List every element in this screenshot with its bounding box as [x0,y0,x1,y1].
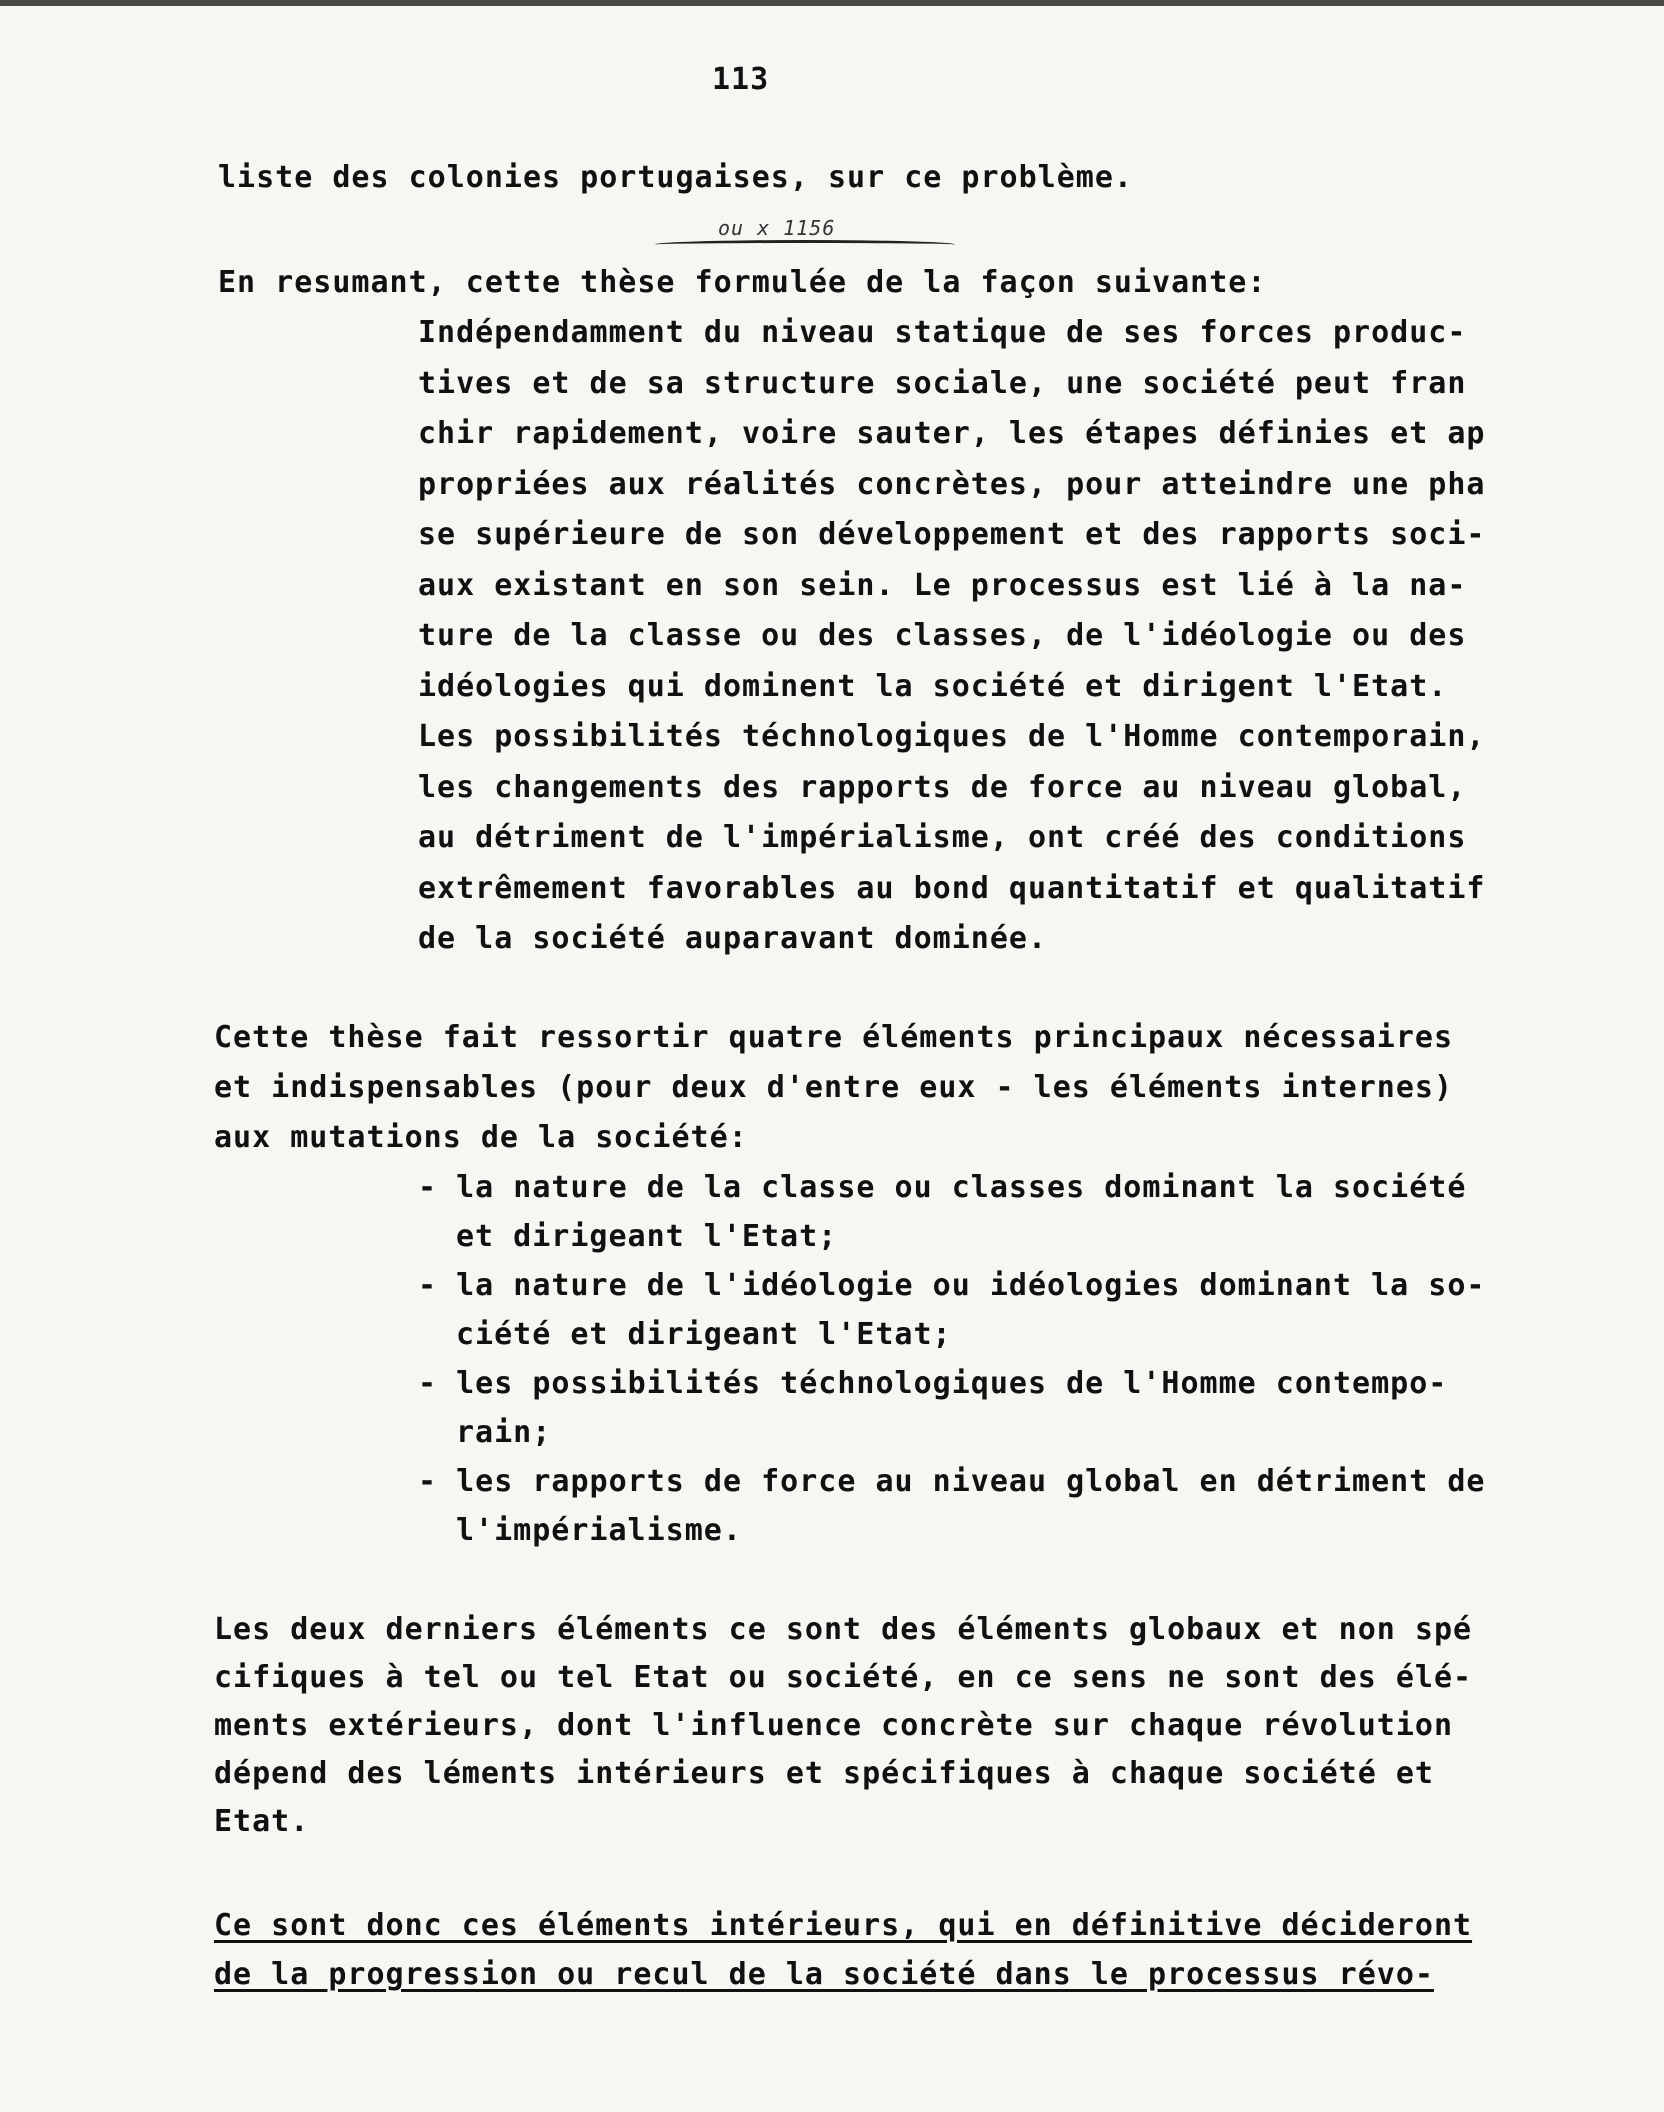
text-line: propriées aux réalités concrètes, pour atteindre une pha [418,467,1486,502]
text-line: ture de la classe ou des classes, de l'idéologie ou des [418,618,1467,653]
list-item: - les rapports de force au niveau global en détriment de [418,1464,1486,1499]
text-line: tives et de sa structure sociale, une société peut fran [418,366,1467,401]
text-line: de la société auparavant dominée. [418,921,1048,956]
text-line: idéologies qui dominent la société et dirigent l'Etat. [418,669,1448,704]
text-line: Les deux derniers éléments ce sont des éléments globaux et non spé [214,1612,1473,1647]
list-item-continuation: ciété et dirigeant l'Etat; [456,1317,952,1352]
text-line: Indépendamment du niveau statique de ses forces produc- [418,315,1467,350]
text-line: dépend des léments intérieurs et spécifiques à chaque société et [214,1756,1434,1791]
text-line: aux mutations de la société: [214,1120,748,1155]
text-line: aux existant en son sein. Le processus est lié à la na- [418,568,1467,603]
text-line: cifiques à tel ou tel Etat ou société, en ce sens ne sont des élé- [214,1660,1473,1695]
text-line: et indispensables (pour deux d'entre eux - les éléments internes) [214,1070,1453,1105]
text-line: En resumant, cette thèse formulée de la façon suivante: [218,265,1267,300]
text-line: ments extérieurs, dont l'influence concrète sur chaque révolution [214,1708,1453,1743]
handwritten-annotation: ou x 1156 [718,216,836,240]
text-line: se supérieure de son développement et des rapports soci- [418,517,1486,552]
page-number: 113 [712,62,770,97]
list-item-continuation: rain; [456,1415,552,1450]
text-line: Les possibilités téchnologiques de l'Homme contemporain, [418,719,1486,754]
text-line: les changements des rapports de force au niveau global, [418,770,1467,805]
underlined-text-line: Ce sont donc ces éléments intérieurs, qui en définitive décideront [214,1908,1473,1943]
scan-top-edge [0,0,1664,6]
text-line: au détriment de l'impérialisme, ont créé des conditions [418,820,1467,855]
text-line: liste des colonies portugaises, sur ce problème. [218,160,1133,195]
text-line: Etat. [214,1804,310,1839]
list-item-continuation: et dirigeant l'Etat; [456,1219,838,1254]
list-item: - la nature de la classe ou classes dominant la société [418,1170,1467,1205]
text-line: extrêmement favorables au bond quantitatif et qualitatif [418,871,1486,906]
annotation-stroke [655,240,955,249]
list-item: - la nature de l'idéologie ou idéologies dominant la so- [418,1268,1486,1303]
text-line: Cette thèse fait ressortir quatre éléments principaux nécessaires [214,1020,1453,1055]
list-item: - les possibilités téchnologiques de l'Homme contempo- [418,1366,1448,1401]
list-item-continuation: l'impérialisme. [456,1513,742,1548]
underlined-text-line: de la progression ou recul de la société dans le processus révo- [214,1957,1434,1992]
text-line: chir rapidement, voire sauter, les étapes définies et ap [418,416,1486,451]
